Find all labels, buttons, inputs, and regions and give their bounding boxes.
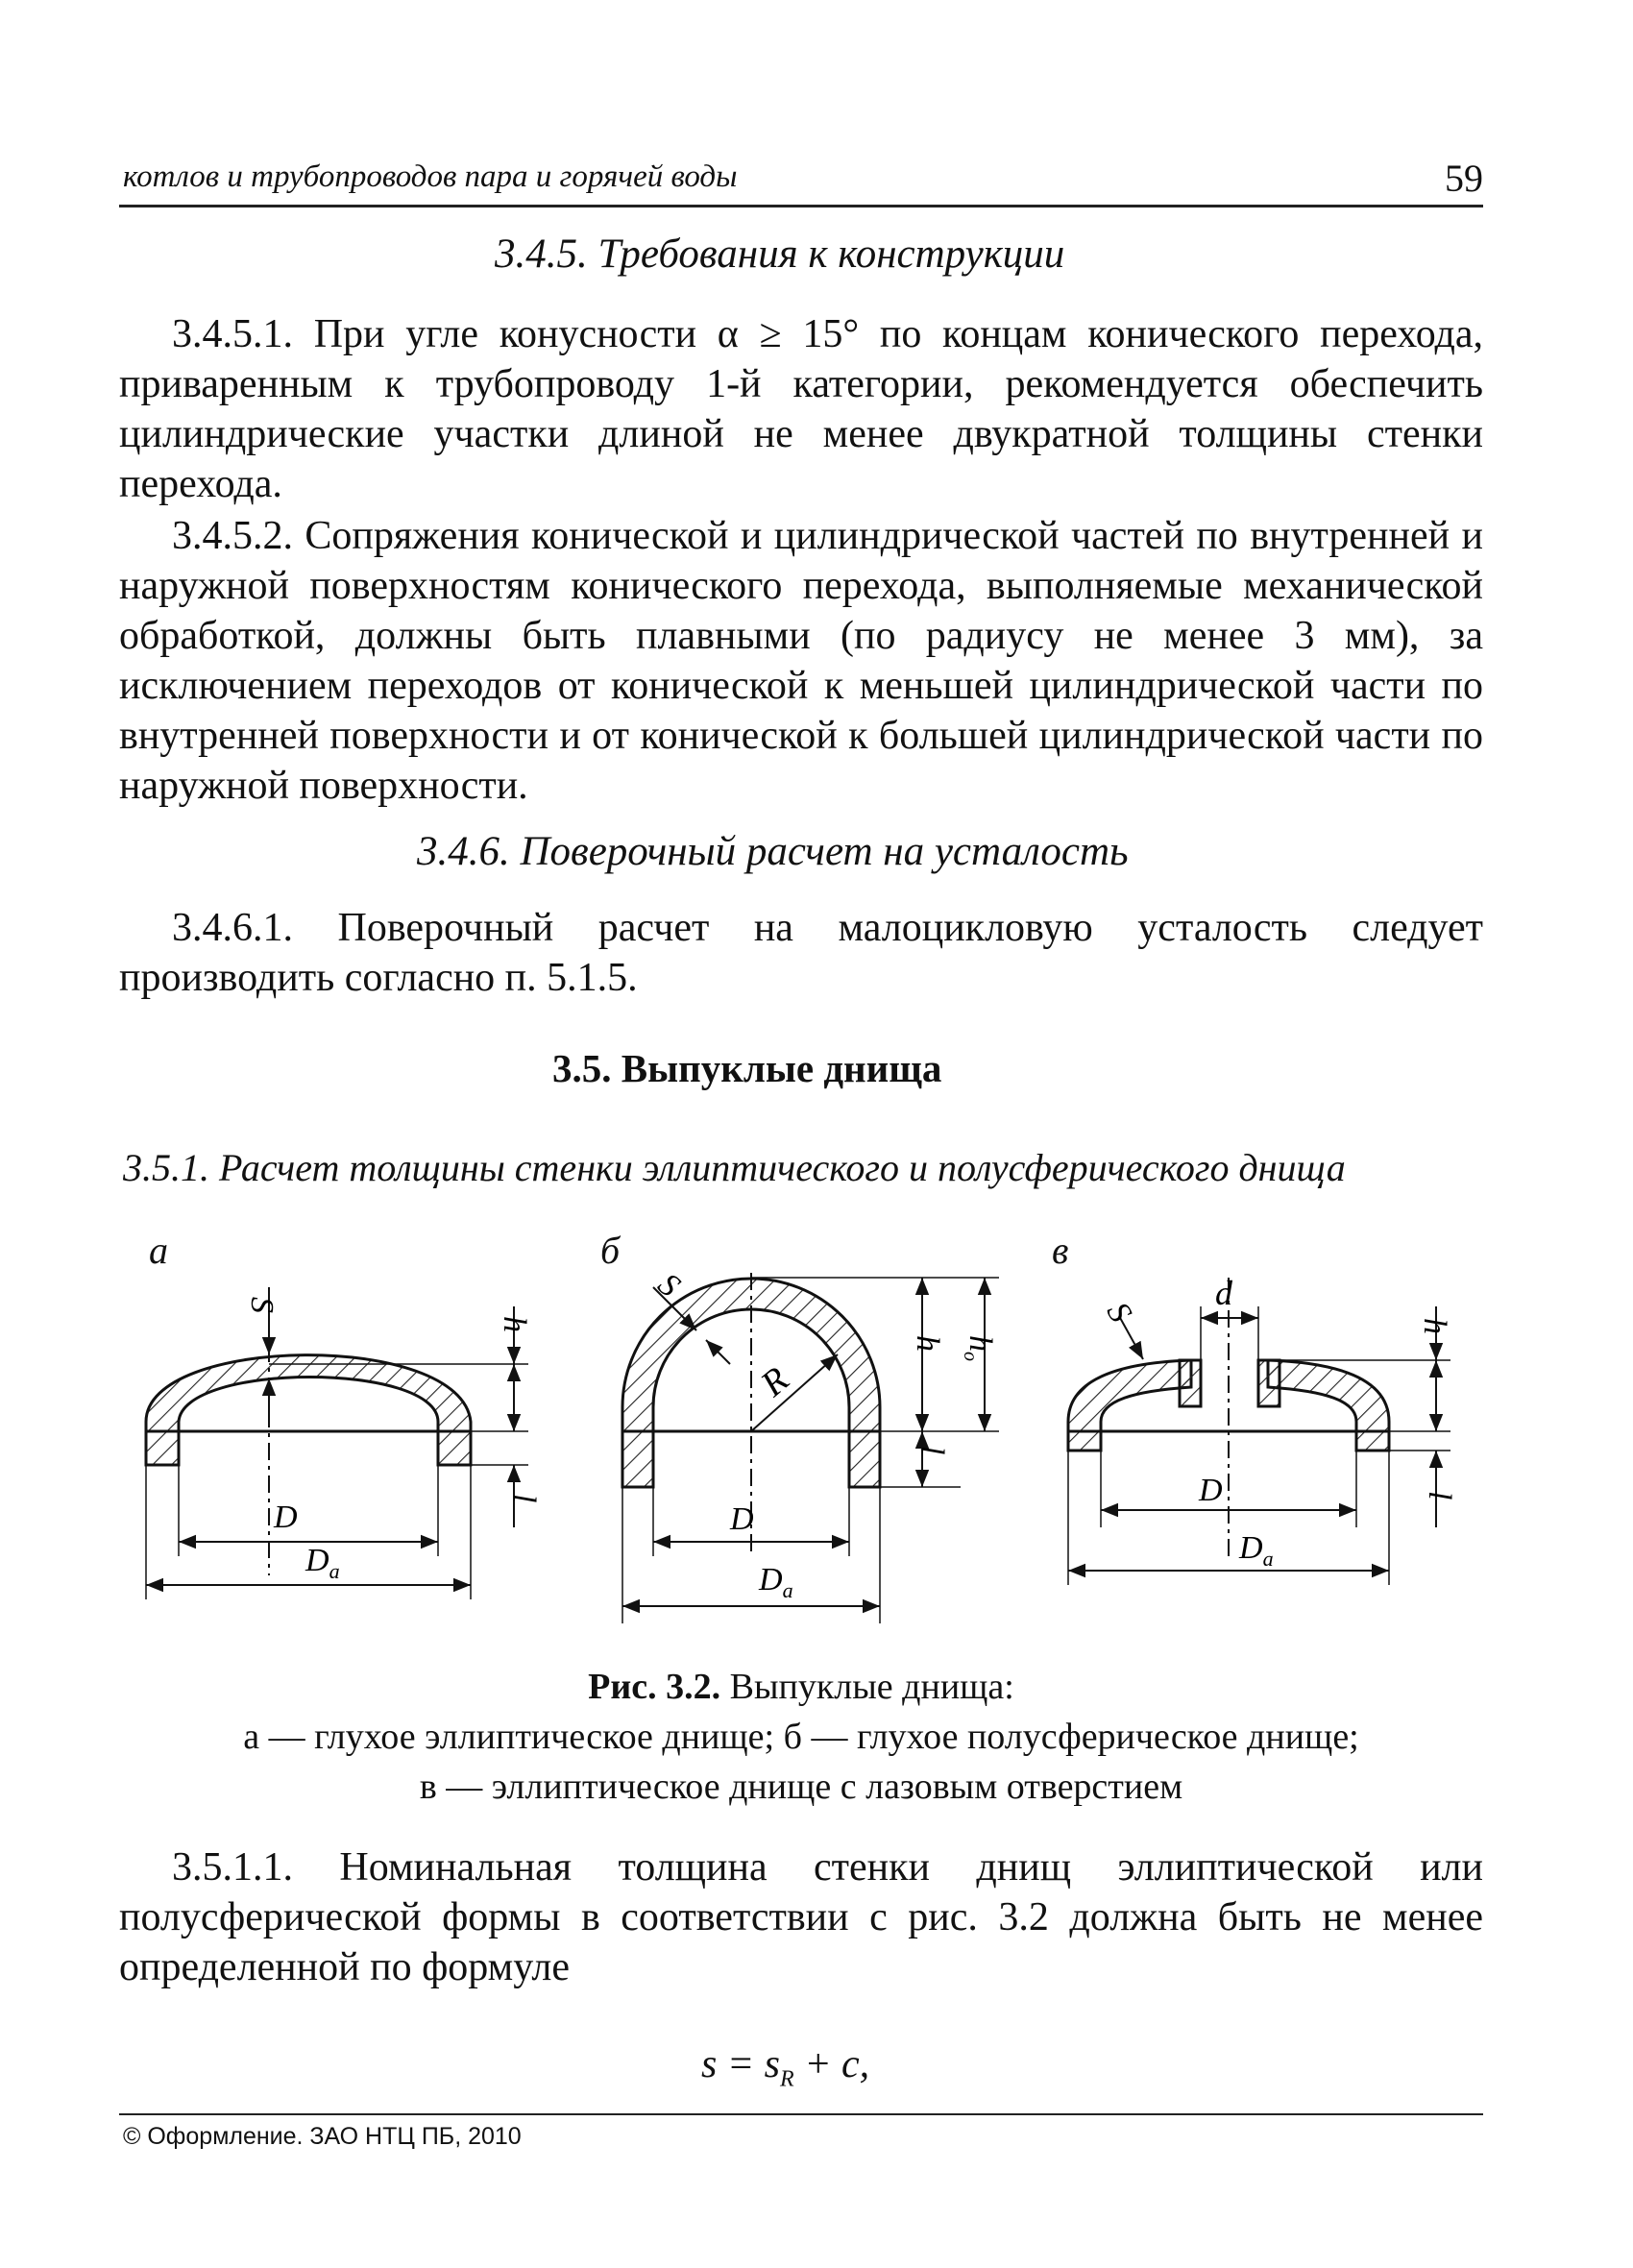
label-R: R xyxy=(753,1359,797,1405)
caption-title: Выпуклые днища: xyxy=(720,1667,1014,1707)
panel-letter-b: б xyxy=(600,1229,621,1272)
label-ho: ho xyxy=(960,1335,998,1361)
label-s-b: S xyxy=(650,1266,687,1305)
panel-letter-c: в xyxy=(1052,1229,1069,1272)
label-Da-b: $D_a$ xyxy=(759,1562,793,1602)
formula-rhs: + c, xyxy=(793,2042,870,2086)
caption-line-1 xyxy=(119,1662,1483,1712)
label-s-a: S xyxy=(244,1297,280,1313)
footer-rule xyxy=(119,2113,1483,2115)
label-D-a: D xyxy=(274,1500,298,1535)
caption-line-3: в — эллиптическое днище с лазовым отверстием xyxy=(419,1767,1183,1807)
paragraph-text: 3.4.5.1. При угле конусности α ≥ 15° по концам конического перехода, приваренным к трубопроводу 1-й категории, рекомендуется обеспечить цилиндрические участки длиной не менее двукратной толщины стенки перехода. xyxy=(119,312,1483,506)
page-number: 59 xyxy=(1445,157,1483,200)
running-title: котлов и трубопроводов пара и горячей воды xyxy=(123,159,738,194)
label-D-c: D xyxy=(1199,1473,1223,1508)
caption-line-2: а — глухое эллиптическое днище; б — глухое полусферическое днище; xyxy=(243,1717,1359,1757)
label-l-a: l xyxy=(506,1494,542,1503)
formula-sub: R xyxy=(780,2066,794,2092)
label-h-a: h xyxy=(497,1316,532,1332)
section-title-35: 3.5. Выпуклые днища xyxy=(552,1046,942,1090)
section-title-346: 3.4.6. Поверочный расчет на усталость xyxy=(417,829,1129,874)
label-l-c: l xyxy=(1422,1491,1457,1500)
paragraph-3511 xyxy=(119,1842,1483,1992)
formula-lhs: s = s xyxy=(701,2042,781,2086)
panel-letter-a: а xyxy=(149,1229,168,1272)
label-D-b: D xyxy=(730,1501,754,1537)
formula xyxy=(701,2041,869,2092)
label-Da-c: $D_a$ xyxy=(1239,1530,1274,1571)
panel-a-drawing xyxy=(146,1287,528,1599)
paragraph-text: 3.4.6.1. Поверочный расчет на малоцикловую усталость следует производить согласно п. 5.1.5. xyxy=(119,906,1483,1000)
section-title-345: 3.4.5. Требования к конструкции xyxy=(495,232,1065,277)
caption-label: Рис. 3.2. xyxy=(588,1667,721,1707)
label-d: d xyxy=(1215,1274,1232,1312)
label-h-c: h xyxy=(1417,1318,1452,1334)
subsection-title-351: 3.5.1. Расчет толщины стенки эллиптического и полусферического днища xyxy=(123,1146,1346,1189)
label-Da-a: $D_a$ xyxy=(305,1543,340,1583)
copyright-footer: © Оформление. ЗАО НТЦ ПБ, 2010 xyxy=(123,2123,522,2150)
label-h-b: h xyxy=(910,1335,945,1352)
figure-caption xyxy=(119,1662,1483,1812)
paragraph-text: 3.5.1.1. Номинальная толщина стенки днищ эллиптической или полусферической формы в соответствии с рис. 3.2 должна быть не менее определенной по формуле xyxy=(119,1845,1483,1989)
label-s-c: S xyxy=(1099,1296,1139,1329)
paragraph-text: 3.4.5.2. Сопряжения конической и цилиндрической частей по внутренней и наружной поверхностям конического перехода, выполняемые механической обработкой, должны быть плавными (по радиусу не менее 3 мм), за исключением переходов от конической к меньшей цилиндрической части по внутренней поверхности и от конической к большей цилиндрической части по наружной поверхности. xyxy=(119,514,1483,808)
label-l-b: l xyxy=(914,1446,950,1455)
